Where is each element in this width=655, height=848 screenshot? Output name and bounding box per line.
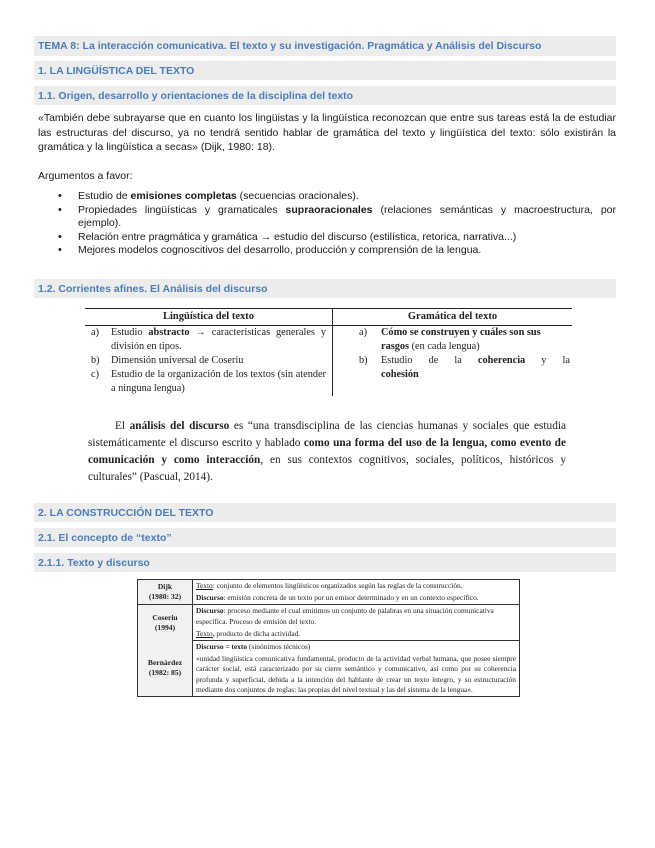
table-row: Coseriu (1994) Discurso: proceso mediante el cual emitimos un conjunto de palabras en una situación comunicativa específica. Proceso de emisión del texto. (138, 605, 520, 628)
subsection-heading-1-1 (34, 86, 616, 105)
author-coseriu: Coseriu (1994) (138, 605, 193, 641)
subsection-heading-2-1-1 (34, 553, 616, 572)
table-row: c) Estudio de la organización de los textos (sin atender a ninguna lengua) cohesión (91, 369, 419, 394)
subsection-heading-2-1-text: 2.1. El concepto de “texto” (38, 531, 172, 544)
intro-quote: «También debe subrayarse que en cuanto los lingüistas y la lingüística reconozcan que entre sus tareas está la de estudiar las estructuras del discurso, ya no tendrá sentido hablar de gramática del texto y lingüística del texto: sólo existirán la gramática y la lingüística a secas» (Dijk, 1980: 18). (38, 112, 616, 153)
section-heading-1 (34, 61, 616, 80)
section-heading-2 (34, 503, 616, 522)
table-row: b) Dimensión universal de Coseriu b) Estudio de la coherencia y la (91, 355, 570, 366)
list-item: • Propiedades lingüísticas y gramaticales supraoracionales (relaciones semánticas y macroestructura, por ejemplo). (38, 204, 616, 231)
discourse-analysis-quote: El análisis del discurso es “una transdisciplina de las ciencias humanas y sociales que estudia sistemáticamente el discurso escrito y hablado como una forma del uso de la lengua, como evento de comunicación y como interacción, en sus contextos cognitivos, sociales, políticos, históricos y culturales” (Pascual, 2014). (88, 420, 566, 483)
table-row: Bernárdez (1982: 85) Discurso = texto (sinónimos técnicos) (138, 641, 520, 654)
topic-title (34, 36, 616, 56)
subsection-heading-2-1-1-text: 2.1.1. Texto y discurso (38, 556, 150, 569)
section-heading-1-text: 1. LA LINGÜÍSTICA DEL TEXTO (38, 64, 195, 77)
topic-title-text: TEMA 8: La interacción comunicativa. El texto y su investigación. Pragmática y Análisis del Discurso (38, 40, 542, 52)
definitions-table (137, 579, 520, 697)
subsection-heading-2-1 (34, 528, 616, 547)
list-item: • Estudio de emisiones completas (secuencias oracionales). (38, 190, 616, 204)
subsection-heading-1-2 (34, 279, 616, 298)
table-row: a) Estudio abstracto → características generales y división en tipos. a) Cómo se construyen y cuáles son sus rasgos (en cada lengua) (91, 327, 541, 352)
table-row: Dijk (1980: 32) Texto: conjunto de elementos lingüísticos organizados según las reglas de la construcción. (138, 580, 520, 593)
table-row: Discurso: emisión concreta de un texto por un emisor determinado y en un contexto específico. (196, 593, 479, 603)
author-bernardez: Bernárdez (1982: 85) (138, 641, 193, 697)
subsection-heading-1-1-text: 1.1. Origen, desarrollo y orientaciones de la disciplina del texto (38, 89, 354, 102)
author-dijk: Dijk (1980: 32) (138, 580, 193, 605)
list-item: • Mejores modelos cognoscitivos del desarrollo, producción y comprensión de la lengua. (38, 244, 616, 258)
section-heading-2-text: 2. LA CONSTRUCCIÓN DEL TEXTO (38, 506, 214, 519)
arguments-list (38, 190, 616, 258)
table-row: Texto, producto de dicha actividad. (138, 628, 520, 641)
list-item: • Relación entre pragmática y gramática → estudio del discurso (estilística, retorica, narrativa...) (38, 231, 616, 245)
column-header-gramatica: Gramática del texto (333, 309, 573, 326)
arguments-title: Argumentos a favor: (38, 170, 133, 182)
subsection-heading-1-2-text: 1.2. Corrientes afines. El Análisis del discurso (38, 282, 268, 295)
comparison-table (85, 308, 572, 396)
column-header-linguistica: Lingüística del texto (85, 309, 333, 326)
table-row: «unidad lingüística comunicativa fundamental, producto de la actividad verbal humana, que posee siempre carácter social, está caracterizado por su cierre semántico y comunicativo, así como por su coherencia profunda y superficial, debida a la intención del hablante de crear un texto íntegro, y su estructuración mediante dos conjuntos de reglas: las propias del nivel textual y las del sistema de la lengua». (196, 654, 516, 694)
